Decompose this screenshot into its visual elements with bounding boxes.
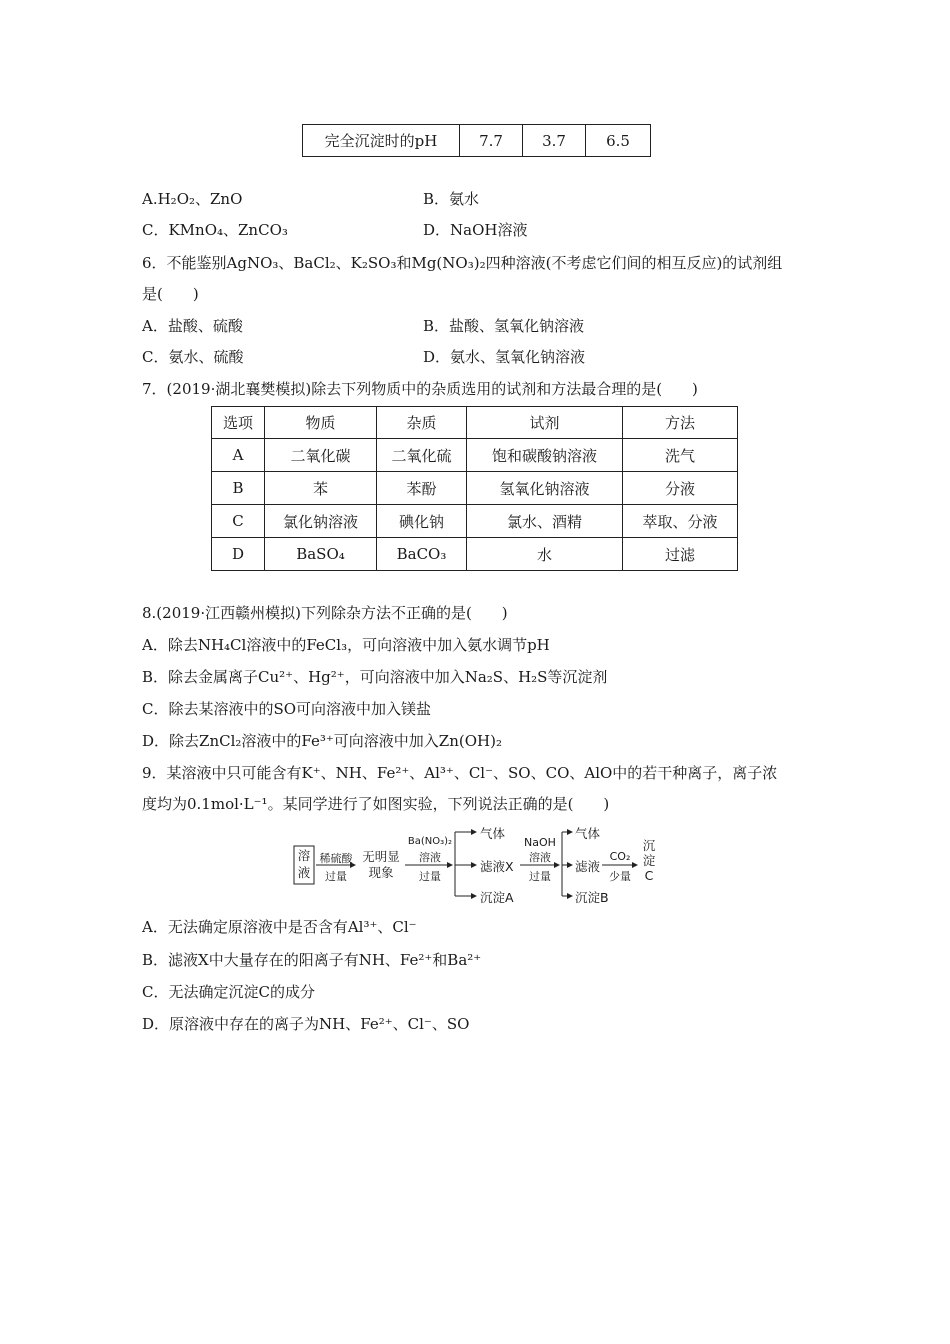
q9-option-c: C．无法确定沉淀C的成分 [142,983,315,1001]
q8-option-b: B．除去金属离子Cu²⁺、Hg²⁺，可向溶液中加入Na₂S、H₂S等沉淀剂 [142,668,608,686]
table-row [212,505,738,538]
q9-option-d: D．原溶液中存在的离子为NH、Fe²⁺、Cl⁻、SO [142,1015,470,1033]
q7-cell: 苯 [265,472,377,505]
q9-flow-diagram [292,822,672,906]
q7-table [211,406,738,571]
flow-reagent2-mid: 溶液 [419,851,441,864]
flow-reagent3-bottom: 过量 [529,870,551,883]
ph-value: 7.7 [460,125,523,157]
q9-stem-line1: 9．某溶液中只可能含有K⁺、NH、Fe²⁺、Al³⁺、Cl⁻、SO、CO、AlO中的若干种离子，离子浓 [142,764,778,782]
q7-cell: 水 [467,538,623,571]
q7-cell: 过滤 [623,538,738,571]
q7-stem: 7．(2019·湖北襄樊模拟)除去下列物质中的杂质选用的试剂和方法最合理的是( ) [142,380,698,398]
q7-cell: 分液 [623,472,738,505]
flow-reagent1-top: 稀硫酸 [319,852,353,865]
flow-precipitate-b: 沉淀B [575,890,609,905]
table-row [212,472,738,505]
q7-cell: A [212,439,265,472]
q7-cell: B [212,472,265,505]
ph-table-label: 完全沉淀时的pH [303,125,460,157]
table-row [212,538,738,571]
q6-option-a: A．盐酸、硫酸 [142,317,243,335]
q6-option-b: B．盐酸、氢氧化钠溶液 [423,317,585,335]
q7-header-cell: 试剂 [467,407,623,439]
q7-cell: 二氧化碳 [265,439,377,472]
q7-cell: 氯水、酒精 [467,505,623,538]
flow-precipitate-c: 沉淀C [642,838,656,883]
q7-cell: BaCO₃ [377,538,467,571]
q7-cell: 饱和碳酸钠溶液 [467,439,623,472]
q8-option-d: D．除去ZnCl₂溶液中的Fe³⁺可向溶液中加入Zn(OH)₂ [142,732,502,750]
flow-start-solution: 溶液 [297,848,311,880]
table-row [212,439,738,472]
q7-header-cell: 杂质 [377,407,467,439]
q6-stem-line1: 6．不能鉴别AgNO₃、BaCl₂、K₂SO₃和Mg(NO₃)₂四种溶液(不考虑它们间的相互反应)的试剂组 [142,254,783,272]
q5-option-b: B．氨水 [423,190,480,208]
q7-cell: 萃取、分液 [623,505,738,538]
q7-cell: 氢氧化钠溶液 [467,472,623,505]
q6-stem-line2: 是( ) [142,285,199,303]
q5-option-d: D．NaOH溶液 [423,221,528,239]
flow-reagent3-top: NaOH [524,836,556,849]
q7-cell: D [212,538,265,571]
ph-table [302,124,651,157]
q7-cell: 苯酚 [377,472,467,505]
q7-header-cell: 方法 [623,407,738,439]
flow-gas2: 气体 [575,826,601,841]
q7-cell: C [212,505,265,538]
flow-reagent2-bottom: 过量 [419,870,441,883]
q7-header-cell: 物质 [265,407,377,439]
flow-filtrate: 滤液 [575,859,601,874]
q5-option-c: C．KMnO₄、ZnCO₃ [142,221,288,239]
q7-cell: BaSO₄ [265,538,377,571]
q7-header-cell: 选项 [212,407,265,439]
q6-option-d: D．氨水、氢氧化钠溶液 [423,348,586,366]
flow-reagent4-top: CO₂ [609,850,631,863]
q8-option-c: C．除去某溶液中的SO可向溶液中加入镁盐 [142,700,432,718]
q9-option-a: A．无法确定原溶液中是否含有Al³⁺、Cl⁻ [142,918,417,936]
flow-reagent2-top: Ba(NO₃)₂ [407,836,453,847]
flow-phenomenon: 无明显现象 [362,849,400,880]
q7-cell: 二氧化硫 [377,439,467,472]
q8-stem: 8.(2019·江西赣州模拟)下列除杂方法不正确的是( ) [142,604,508,622]
q8-option-a: A．除去NH₄Cl溶液中的FeCl₃，可向溶液中加入氨水调节pH [142,636,550,654]
q7-cell: 洗气 [623,439,738,472]
q7-table-header [212,407,738,439]
q9-stem-line2: 度均为0.1mol·L⁻¹。某同学进行了如图实验，下列说法正确的是( ) [142,795,610,813]
q7-cell: 碘化钠 [377,505,467,538]
flow-precipitate-a: 沉淀A [480,890,514,905]
q6-option-c: C．氨水、硫酸 [142,348,244,366]
q5-option-a: A.H₂O₂、ZnO [142,190,243,208]
flow-gas1: 气体 [480,826,506,841]
flow-reagent3-mid: 溶液 [529,851,551,864]
ph-value: 6.5 [586,125,651,157]
q7-cell: 氯化钠溶液 [265,505,377,538]
flow-reagent1-bottom: 过量 [325,870,347,883]
ph-value: 3.7 [523,125,586,157]
flow-filtrate-x: 滤液X [480,859,514,874]
flow-reagent4-bottom: 少量 [609,870,631,883]
q9-option-b: B．滤液X中大量存在的阳离子有NH、Fe²⁺和Ba²⁺ [142,951,482,969]
